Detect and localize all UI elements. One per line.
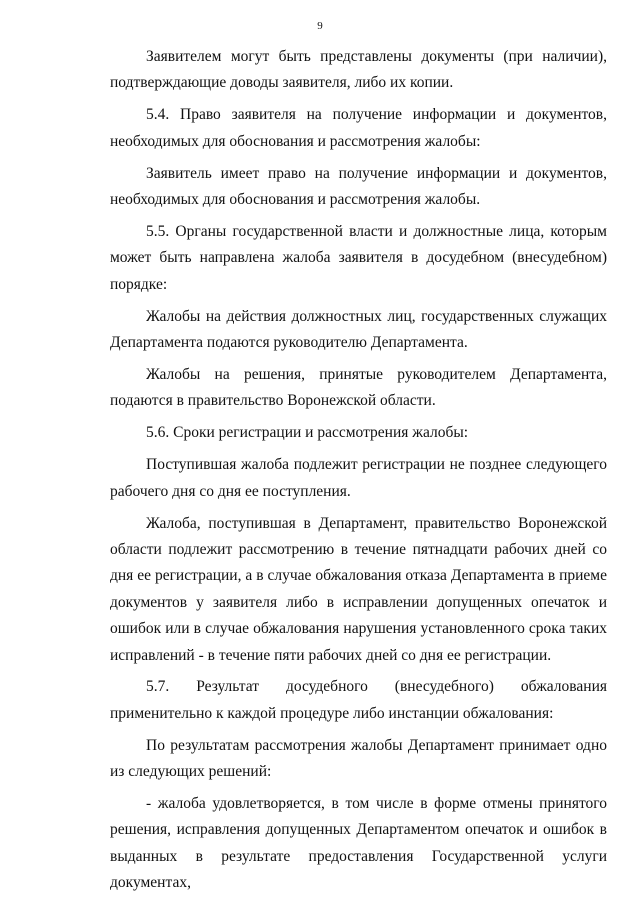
- paragraph-5-6-heading: 5.6. Сроки регистрации и рассмотрения жалобы:: [146, 424, 469, 442]
- paragraph-applicant-right: Заявитель имеет право на получение информации и документов, необходимых для обоснования и рассмотрения жалобы.: [110, 164, 607, 209]
- document-body: [110, 44, 607, 897]
- paragraph-complaints-decisions: Жалобы на решения, принятые руководителем Департамента, подаются в правительство Воронежской области.: [110, 365, 607, 410]
- paragraph-complaints-officials: Жалобы на действия должностных лиц, государственных служащих Департамента подаются руководителю Департамента.: [110, 307, 607, 352]
- paragraph-review-deadline: Жалоба, поступившая в Департамент, правительство Воронежской области подлежит рассмотрению в течение пятнадцати рабочих дней со дня ее регистрации, а в случае обжалования отказа Департамента в приеме документов у заявителя либо в исправлении допущенных опечаток и ошибок или в случае обжалования нарушения установленного срока таких исправлений - в течение пяти рабочих дней со дня ее регистрации.: [110, 514, 607, 664]
- paragraph-registration-deadline: Поступившая жалоба подлежит регистрации не позднее следующего рабочего дня со дня ее поступления.: [110, 456, 607, 500]
- paragraph-5-5-heading: 5.5. Органы государственной власти и должностные лица, которым может быть направлена жалоба заявителя в досудебном (внесудебном) порядке:: [110, 222, 607, 293]
- paragraph-decision-options: По результатам рассмотрения жалобы Департамент принимает одно из следующих решений:: [110, 736, 607, 781]
- paragraph-applicant-documents: Заявителем могут быть представлены документы (при наличии), подтверждающие доводы заявителя, либо их копии.: [110, 48, 607, 92]
- scan-mark: ˏ: [574, 810, 578, 824]
- paragraph-complaint-satisfied: - жалоба удовлетворяется, в том числе в форме отмены принятого решения, исправления допущенных Департаментом опечаток и ошибок в выданных в результате предоставления Государственной услуги документах,: [110, 795, 607, 892]
- paragraph-5-4-heading: 5.4. Право заявителя на получение информации и документов, необходимых для обоснования и рассмотрения жалобы:: [110, 106, 607, 150]
- paragraph-5-7-heading: 5.7. Результат досудебного (внесудебного) обжалования применительно к каждой процедуре либо инстанции обжалования:: [110, 678, 607, 722]
- page-number: 9: [317, 20, 323, 32]
